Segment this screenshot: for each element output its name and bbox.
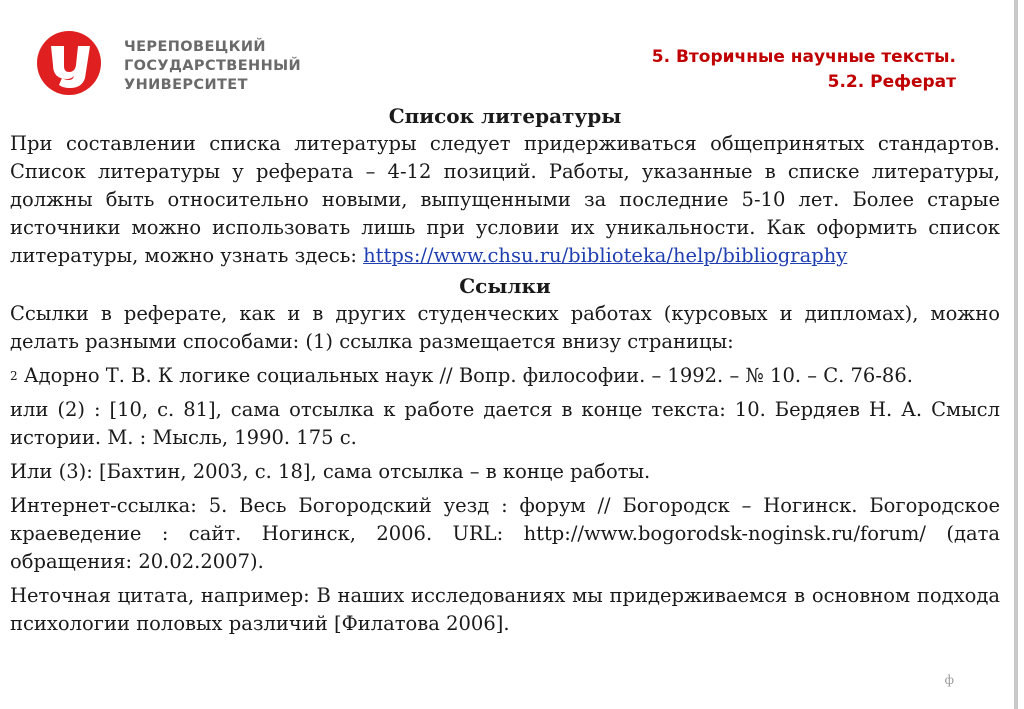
section-heading: 5. Вторичные научные тексты. [651,47,956,67]
option-2-text: или (2) : [10, с. 81], сама отсылка к работе дается в конце текста: 10. Бердяев Н. А. Смысл истории. М. : Мысль, 1990. 175 с. [10,398,1000,449]
links-intro: Ссылки в реферате, как и в других студенческих работах (курсовых и дипломах), можно делать разными способами: (1) ссылка размещается внизу страницы: [10,302,1000,353]
bibliography-text [10,130,1000,270]
section-title [652,45,956,95]
internet-link-text: Интернет-ссылка: 5. Весь Богородский уезд : форум // Богородск – Ногинск. Богородское краеведение : сайт. Ногинск, 2006. URL: http://www.bogorodsk-noginsk.ru/forum/ (дата обращения: 20.02.2007). [10,494,1000,573]
option-3-text: Или (3): [Бахтин, 2003, с. 18], сама отсылка – в конце работы. [10,460,651,483]
page-mark: ф [944,673,954,687]
footnote-number: 2 [10,369,18,383]
links-heading: Ссылки [459,274,551,298]
footnote-text: Адорно Т. В. К логике социальных наук // Вопр. философии. – 1992. – № 10. – С. 76-86. [17,364,913,387]
bibliography-link[interactable]: https://www.chsu.ru/biblioteka/help/bibliography [363,244,848,267]
inexact-quote-text: Неточная цитата, например: В наших исследованиях мы придерживаемся в основном подхода психологии половых различий [Филатова 2006]. [10,584,1000,635]
org-line-3: УНИВЕРСИТЕТ [124,77,248,93]
bibliography-heading: Список литературы [388,104,622,128]
university-name [124,38,301,95]
bibliography-paragraph: При составлении списка литературы следует придерживаться общепринятых стандартов. Список литературы у реферата – 4-12 позиций. Работы, указанные в списке литературы, должны быть относительно новыми, выпущенными за последние 5-10 лет. Более старые источники можно использовать лишь при условии их уникальности. Как оформить список литературы, можно узнать здесь: [10,132,1000,267]
university-logo-icon [36,30,102,96]
footnote-example [10,362,1000,390]
slide-content [10,102,1000,638]
subsection-heading: 5.2. Реферат [827,72,956,92]
org-line-1: ЧЕРЕПОВЕЦКИЙ [124,39,266,55]
org-line-2: ГОСУДАРСТВЕННЫЙ [124,58,302,74]
